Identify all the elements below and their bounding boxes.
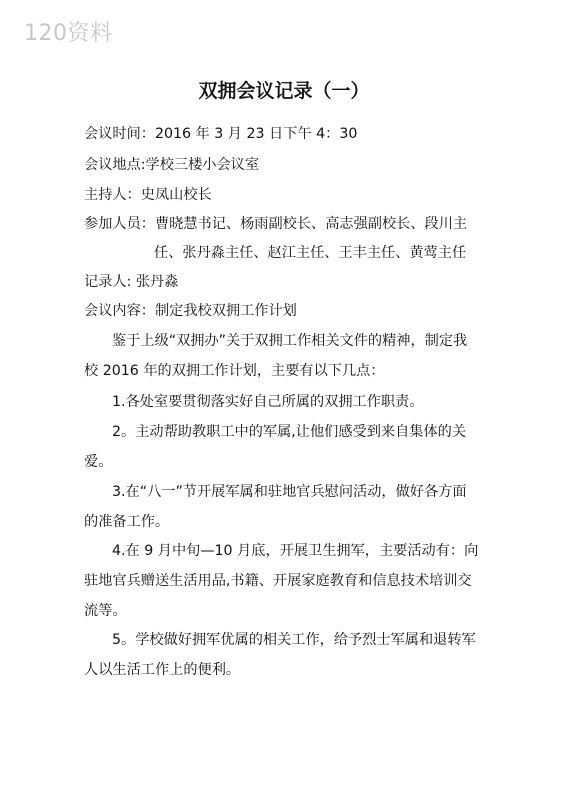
- body-line: 鉴于上级“双拥办”关于双拥工作相关文件的精神，制定我: [112, 333, 468, 349]
- meeting-recorder: 记录人: 张丹淼: [84, 274, 179, 290]
- body-line: 流等。: [84, 603, 127, 619]
- body-line: 校 2016 年的双拥工作计划，主要有以下几点：: [84, 363, 385, 379]
- meeting-attendees-line-1: 参加人员：曹晓慧书记、杨雨副校长、高志强副校长、段川主: [84, 216, 468, 232]
- page-title: 双拥会议记录（一）: [198, 80, 370, 102]
- body-line: 驻地官兵赠送生活用品,书籍、开展家庭教育和信息技术培训交: [84, 573, 472, 589]
- watermark-text: 120资料: [24, 21, 113, 46]
- body-line: 3.在“八一”节开展军属和驻地官兵慰问活动，做好各方面: [112, 484, 467, 500]
- body-line: 人以生活工作上的便利。: [84, 662, 241, 678]
- meeting-time: 会议时间：2016 年 3 月 23 日下午 4：30: [84, 126, 358, 142]
- body-line: 的准备工作。: [84, 514, 170, 530]
- body-line: 1.各处室要贯彻落实好自己所属的双拥工作职责。: [112, 394, 424, 410]
- body-line: 5。学校做好拥军优属的相关工作，给予烈士军属和退转军: [112, 632, 476, 648]
- body-line: 爱。: [84, 454, 113, 470]
- meeting-attendees-line-2: 任、张丹淼主任、赵江主任、王丰主任、黄莺主任: [154, 245, 467, 261]
- meeting-place: 会议地点:学校三楼小会议室: [84, 157, 260, 173]
- meeting-content: 会议内容：制定我校双拥工作计划: [84, 303, 297, 319]
- meeting-host: 主持人：史凤山校长: [84, 187, 212, 203]
- body-line: 2。主动帮助教职工中的军属,让他们感受到来自集体的关: [112, 424, 467, 440]
- body-line: 4.在 9 月中旬—10 月底，开展卫生拥军，主要活动有：向: [112, 543, 479, 559]
